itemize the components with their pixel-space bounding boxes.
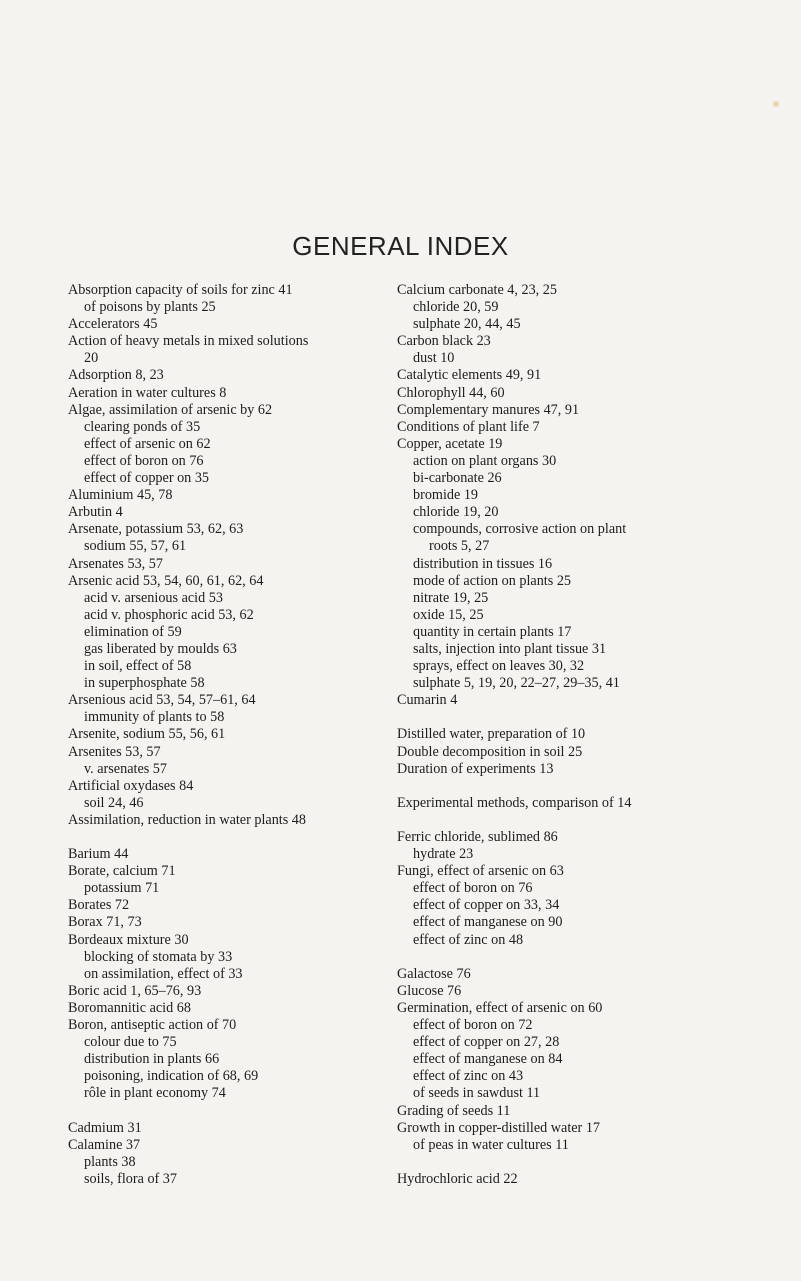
index-entry: Bordeaux mixture 30 [68, 931, 189, 948]
index-entry: Conditions of plant life 7 [397, 418, 540, 435]
index-subentry: chloride 20, 59 [413, 299, 499, 316]
paper-stain [773, 101, 779, 107]
index-subentry: elimination of 59 [84, 623, 182, 640]
index-subentry: effect of copper on 33, 34 [413, 897, 560, 914]
index-subentry: oxide 15, 25 [413, 606, 484, 623]
index-subentry: poisoning, indication of 68, 69 [84, 1068, 259, 1085]
index-subentry: on assimilation, effect of 33 [84, 965, 243, 982]
index-subentry: rôle in plant economy 74 [84, 1085, 226, 1102]
index-entry: Calamine 37 [68, 1136, 141, 1153]
index-gap [68, 829, 408, 846]
index-subentry: bromide 19 [413, 487, 479, 504]
index-entry: Accelerators 45 [68, 316, 158, 333]
index-subentry: of seeds in sawdust 11 [413, 1085, 541, 1102]
index-entry: Carbon black 23 [397, 333, 491, 350]
index-entry: Adsorption 8, 23 [68, 367, 164, 384]
index-subentry: sprays, effect on leaves 30, 32 [413, 658, 585, 675]
index-entry: Chlorophyll 44, 60 [397, 384, 505, 401]
index-gap [68, 1103, 408, 1120]
index-subentry: nitrate 19, 25 [413, 589, 489, 606]
index-subentry: effect of zinc on 48 [413, 931, 524, 948]
index-entry: Arsenites 53, 57 [68, 743, 161, 760]
index-subentry: effect of arsenic on 62 [84, 435, 211, 452]
index-entry: Algae, assimilation of arsenic by 62 [68, 401, 273, 418]
index-subentry: sulphate 20, 44, 45 [413, 316, 521, 333]
index-entry: Germination, effect of arsenic on 60 [397, 999, 603, 1016]
index-subentry: in soil, effect of 58 [84, 658, 192, 675]
index-entry: Borates 72 [68, 897, 130, 914]
index-subentry: distribution in tissues 16 [413, 555, 553, 572]
index-entry: Duration of experiments 13 [397, 760, 554, 777]
index-subentry: immunity of plants to 58 [84, 709, 225, 726]
index-subentry: effect of boron on 76 [413, 880, 533, 897]
index-entry: Complementary manures 47, 91 [397, 401, 580, 418]
index-entry: Arsenates 53, 57 [68, 555, 163, 572]
index-column-left [68, 282, 408, 1188]
index-entry: Hydrochloric acid 22 [397, 1170, 518, 1187]
index-subentry: plants 38 [84, 1153, 136, 1170]
index-gap [397, 1154, 757, 1171]
index-entry: Glucose 76 [397, 982, 462, 999]
index-subentry: chloride 19, 20 [413, 504, 499, 521]
index-entry: Catalytic elements 49, 91 [397, 367, 542, 384]
index-entry: Arbutin 4 [68, 504, 123, 521]
index-subentry: soil 24, 46 [84, 794, 144, 811]
index-entry: Double decomposition in soil 25 [397, 743, 583, 760]
index-subentry: in superphosphate 58 [84, 675, 205, 692]
index-subentry: acid v. arsenious acid 53 [84, 589, 223, 606]
index-subentry: gas liberated by moulds 63 [84, 640, 237, 657]
index-entry: Arsenate, potassium 53, 62, 63 [68, 521, 244, 538]
index-subentry: quantity in certain plants 17 [413, 623, 572, 640]
index-subentry: clearing ponds of 35 [84, 418, 201, 435]
index-subentry: potassium 71 [84, 880, 160, 897]
index-subentry: effect of copper on 27, 28 [413, 1034, 560, 1051]
index-entry: Borax 71, 73 [68, 914, 142, 931]
index-subentry: blocking of stomata by 33 [84, 948, 233, 965]
index-entry: Artificial oxydases 84 [68, 777, 194, 794]
index-subentry: compounds, corrosive action on plant [413, 521, 627, 538]
index-entry: Action of heavy metals in mixed solutions [68, 333, 309, 350]
index-entry: Galactose 76 [397, 965, 471, 982]
index-entry: Fungi, effect of arsenic on 63 [397, 863, 564, 880]
index-gap [397, 778, 757, 795]
index-subentry: distribution in plants 66 [84, 1051, 220, 1068]
index-subentry: effect of zinc on 43 [413, 1068, 524, 1085]
index-subentry: soils, flora of 37 [84, 1170, 177, 1187]
index-entry: Experimental methods, comparison of 14 [397, 794, 632, 811]
index-entry: Aeration in water cultures 8 [68, 384, 227, 401]
index-subentry: effect of manganese on 90 [413, 914, 563, 931]
index-subentry: action on plant organs 30 [413, 452, 557, 469]
index-entry: Copper, acetate 19 [397, 435, 503, 452]
index-entry: Cadmium 31 [68, 1119, 142, 1136]
index-entry: Borate, calcium 71 [68, 863, 176, 880]
index-gap [397, 709, 757, 726]
index-subentry: sodium 55, 57, 61 [84, 538, 187, 555]
index-column-right [397, 282, 757, 1188]
index-subentry: acid v. phosphoric acid 53, 62 [84, 606, 254, 623]
index-subentry: dust 10 [413, 350, 455, 367]
index-subentry: effect of boron on 72 [413, 1017, 533, 1034]
index-subentry: effect of manganese on 84 [413, 1051, 563, 1068]
index-subentry: salts, injection into plant tissue 31 [413, 640, 607, 657]
index-entry: Assimilation, reduction in water plants 48 [68, 811, 306, 828]
index-gap [397, 812, 757, 829]
page-title: GENERAL INDEX [292, 231, 509, 261]
index-subentry: roots 5, 27 [429, 538, 490, 555]
index-entry: Ferric chloride, sublimed 86 [397, 829, 558, 845]
index-entry: Grading of seeds 11 [397, 1102, 511, 1119]
index-entry: Aluminium 45, 78 [68, 487, 173, 504]
index-subentry: colour due to 75 [84, 1034, 177, 1051]
index-subentry: sulphate 5, 19, 20, 22–27, 29–35, 41 [413, 675, 620, 692]
index-subentry: of poisons by plants 25 [84, 299, 216, 316]
index-entry: Calcium carbonate 4, 23, 25 [397, 282, 557, 298]
index-subentry: hydrate 23 [413, 846, 474, 863]
index-subentry: effect of copper on 35 [84, 470, 210, 487]
index-gap [397, 949, 757, 966]
index-entry: Boromannitic acid 68 [68, 999, 191, 1016]
index-subentry: mode of action on plants 25 [413, 572, 572, 589]
index-subentry: v. arsenates 57 [84, 760, 167, 777]
index-entry: Boric acid 1, 65–76, 93 [68, 982, 202, 999]
index-subentry: of peas in water cultures 11 [413, 1136, 569, 1153]
index-entry: Arsenic acid 53, 54, 60, 61, 62, 64 [68, 572, 264, 589]
index-entry: Arsenite, sodium 55, 56, 61 [68, 726, 226, 743]
index-subentry: 20 [84, 350, 99, 367]
index-subentry: bi-carbonate 26 [413, 470, 502, 487]
index-entry: Barium 44 [68, 846, 129, 863]
index-subentry: effect of boron on 76 [84, 452, 204, 469]
index-entry: Growth in copper-distilled water 17 [397, 1119, 601, 1136]
index-entry: Cumarin 4 [397, 692, 458, 709]
index-entry: Distilled water, preparation of 10 [397, 726, 586, 743]
index-entry: Absorption capacity of soils for zinc 41 [68, 282, 293, 298]
index-entry: Boron, antiseptic action of 70 [68, 1017, 237, 1034]
index-entry: Arsenious acid 53, 54, 57–61, 64 [68, 692, 256, 709]
